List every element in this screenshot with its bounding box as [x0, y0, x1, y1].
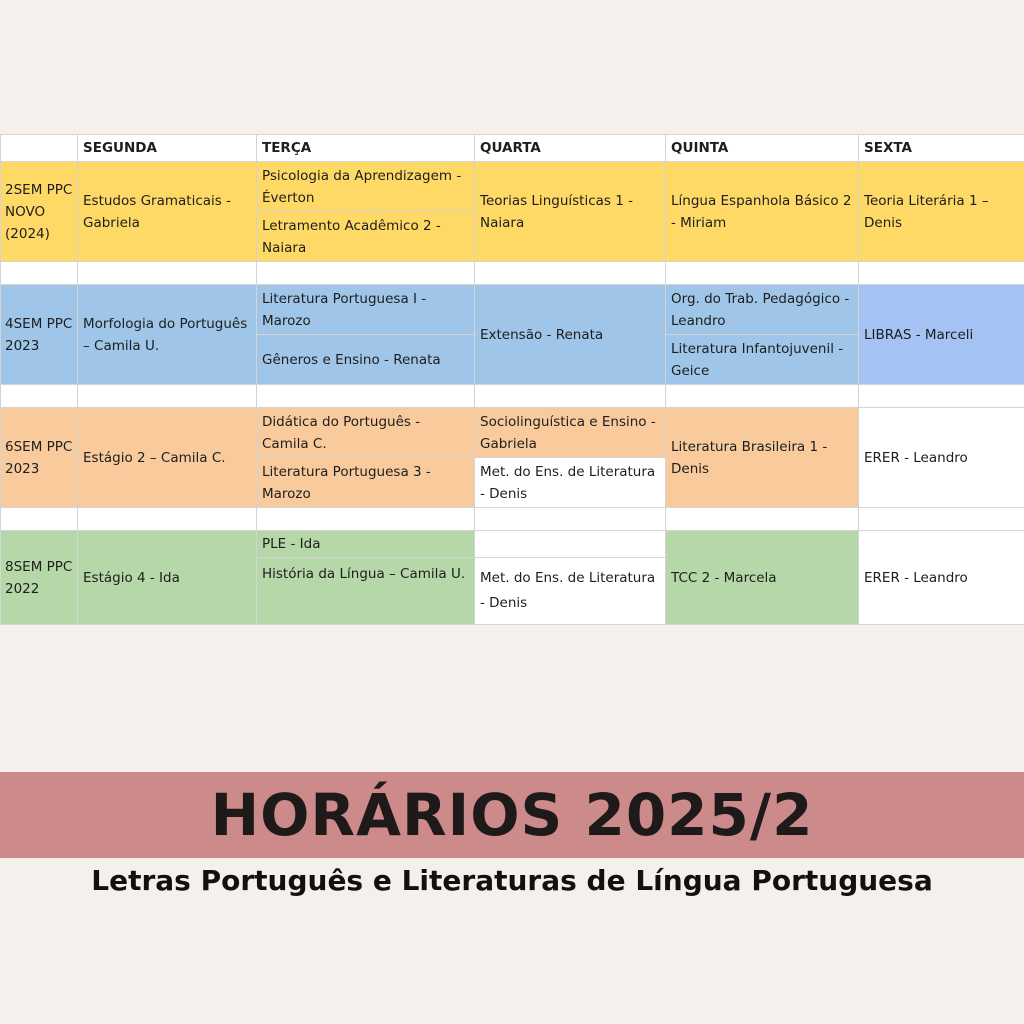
course-terca-2: História da Língua – Camila U. — [257, 558, 475, 625]
row-2sem-a — [1, 162, 1024, 212]
course-quinta: Literatura Brasileira 1 - Denis — [666, 408, 859, 508]
semester-label: 8SEM PPC 2022 — [1, 531, 78, 625]
course-segunda: Morfologia do Português – Camila U. — [78, 285, 257, 385]
course-terca-2: Literatura Portuguesa 3 - Marozo — [257, 458, 475, 508]
schedule-table — [0, 134, 1024, 625]
header-terca: TERÇA — [257, 135, 475, 162]
course-sexta: LIBRAS - Marceli — [859, 285, 1024, 385]
course-quarta-1: Sociolinguística e Ensino - Gabriela — [475, 408, 666, 458]
semester-label: 6SEM PPC 2023 — [1, 408, 78, 508]
page-subtitle: Letras Português e Literaturas de Língua Portuguesa — [91, 864, 933, 897]
header-quarta: QUARTA — [475, 135, 666, 162]
course-terca-1: Didática do Português - Camila C. — [257, 408, 475, 458]
empty-cell — [475, 531, 666, 558]
course-terca-2: Letramento Acadêmico 2 - Naiara — [257, 212, 475, 262]
course-terca-1: Psicologia da Aprendizagem - Éverton — [257, 162, 475, 212]
spacer-row — [1, 262, 1024, 285]
course-segunda: Estudos Gramaticais - Gabriela — [78, 162, 257, 262]
course-sexta: ERER - Leandro — [859, 408, 1024, 508]
course-quinta-1: Org. do Trab. Pedagógico - Leandro — [666, 285, 859, 335]
course-quinta: TCC 2 - Marcela — [666, 531, 859, 625]
title-banner — [0, 772, 1024, 858]
semester-label: 2SEM PPC NOVO (2024) — [1, 162, 78, 262]
course-quinta-2: Literatura Infantojuvenil - Geice — [666, 335, 859, 385]
course-terca-2: Gêneros e Ensino - Renata — [257, 335, 475, 385]
page-title: HORÁRIOS 2025/2 — [210, 781, 814, 849]
row-6sem-a — [1, 408, 1024, 458]
course-terca-1: Literatura Portuguesa I - Marozo — [257, 285, 475, 335]
course-terca-1: PLE - Ida — [257, 531, 475, 558]
course-sexta: Teoria Literária 1 – Denis — [859, 162, 1024, 262]
header-sexta: SEXTA — [859, 135, 1024, 162]
course-quarta: Extensão - Renata — [475, 285, 666, 385]
header-row — [1, 135, 1024, 162]
header-segunda: SEGUNDA — [78, 135, 257, 162]
course-sexta: ERER - Leandro — [859, 531, 1024, 625]
course-quarta-2: Met. do Ens. de Literatura - Denis — [475, 458, 666, 508]
semester-label: 4SEM PPC 2023 — [1, 285, 78, 385]
course-segunda: Estágio 2 – Camila C. — [78, 408, 257, 508]
row-8sem-a — [1, 531, 1024, 558]
spacer-row — [1, 508, 1024, 531]
course-segunda: Estágio 4 - Ida — [78, 531, 257, 625]
spacer-row — [1, 385, 1024, 408]
header-quinta: QUINTA — [666, 135, 859, 162]
row-4sem-a — [1, 285, 1024, 335]
course-quinta: Língua Espanhola Básico 2 - Miriam — [666, 162, 859, 262]
course-quarta: Teorias Linguísticas 1 - Naiara — [475, 162, 666, 262]
course-quarta-2: Met. do Ens. de Literatura - Denis — [475, 558, 666, 625]
header-corner — [1, 135, 78, 162]
